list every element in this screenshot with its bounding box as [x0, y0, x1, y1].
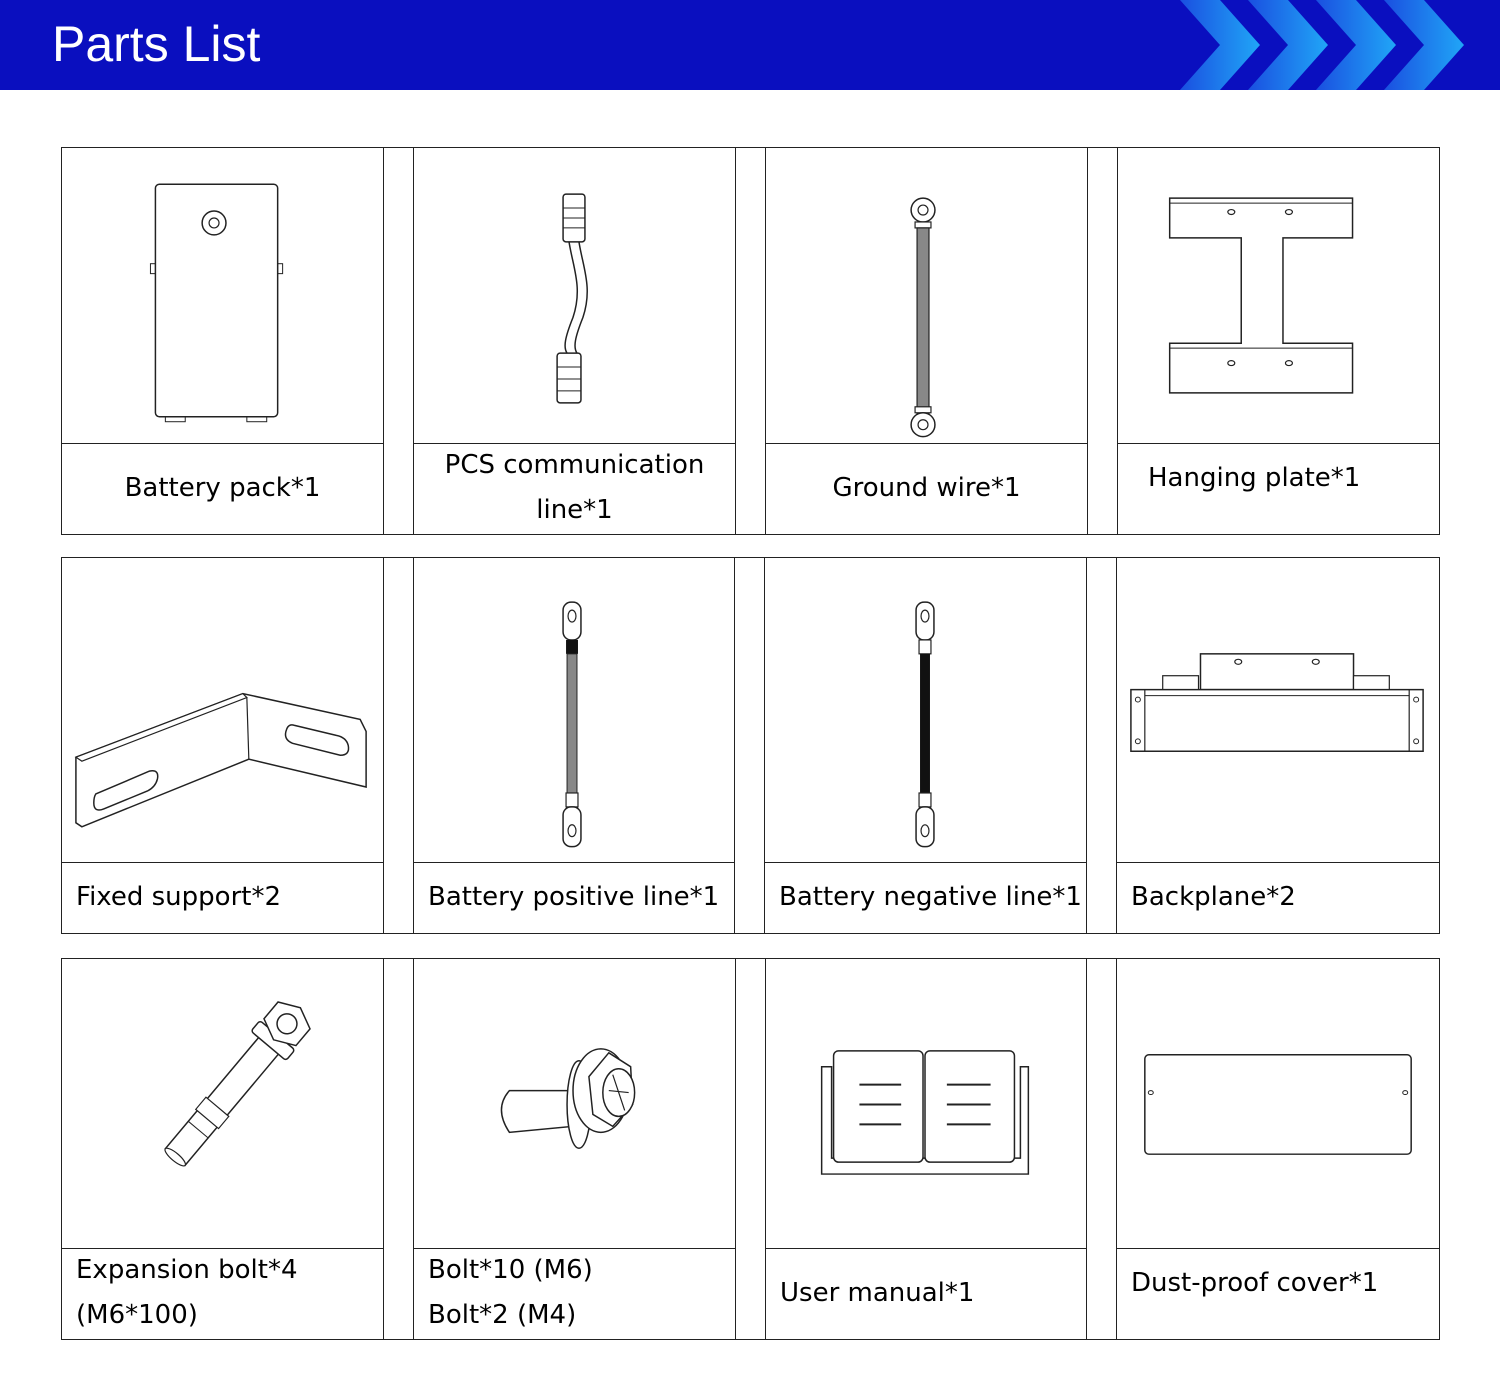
battery-negative-line-icon: [765, 558, 1086, 862]
part-label: Battery negative line*1: [779, 881, 1082, 912]
user-manual-icon: [766, 959, 1086, 1248]
battery-positive-line-icon: [414, 558, 734, 862]
part-card-bolt: [413, 958, 736, 1340]
expansion-bolt-icon: [62, 959, 383, 1248]
page-title: Parts List: [52, 16, 261, 72]
part-card-pcs-communication-line: [413, 147, 736, 535]
parts-row-3: [61, 958, 1440, 1340]
backplane-icon: [1117, 558, 1439, 862]
part-label: Expansion bolt*4: [76, 1255, 298, 1285]
part-card-fixed-support: [61, 557, 384, 934]
part-label-line2: line*1: [536, 495, 613, 525]
part-card-user-manual: [765, 958, 1087, 1340]
part-label: Bolt*10 (M6): [428, 1255, 593, 1285]
header-banner: [0, 0, 1500, 90]
part-label: Battery positive line*1: [428, 881, 720, 912]
part-card-battery-negative-line: [764, 557, 1087, 934]
fixed-support-icon: [62, 558, 383, 862]
part-card-dust-proof-cover: [1116, 958, 1440, 1340]
part-card-battery-pack: [61, 147, 384, 535]
part-label: Fixed support*2: [76, 881, 282, 912]
part-label-line2: (M6*100): [76, 1300, 198, 1330]
part-card-hanging-plate: [1117, 147, 1440, 535]
part-label-line2: Bolt*2 (M4): [428, 1300, 577, 1330]
part-label: Ground wire*1: [832, 472, 1021, 503]
part-label: Hanging plate*1: [1148, 463, 1361, 493]
part-card-expansion-bolt: [61, 958, 384, 1340]
bolt-icon: [414, 959, 735, 1248]
chevron-arrows-icon: [1180, 0, 1500, 90]
parts-row-2: [61, 557, 1440, 934]
part-label: PCS communication: [444, 450, 705, 480]
part-card-battery-positive-line: [413, 557, 735, 934]
pcs-communication-line-icon: [414, 148, 735, 443]
part-label: Backplane*2: [1131, 881, 1296, 912]
part-card-backplane: [1116, 557, 1440, 934]
battery-pack-icon: [62, 148, 383, 443]
ground-wire-icon: [766, 148, 1087, 443]
part-label: User manual*1: [780, 1277, 975, 1308]
part-card-ground-wire: [765, 147, 1088, 535]
parts-row-1: [61, 147, 1440, 535]
part-label: Dust-proof cover*1: [1131, 1268, 1379, 1298]
hanging-plate-icon: [1118, 148, 1439, 443]
dust-proof-cover-icon: [1117, 959, 1439, 1248]
part-label: Battery pack*1: [124, 472, 321, 503]
